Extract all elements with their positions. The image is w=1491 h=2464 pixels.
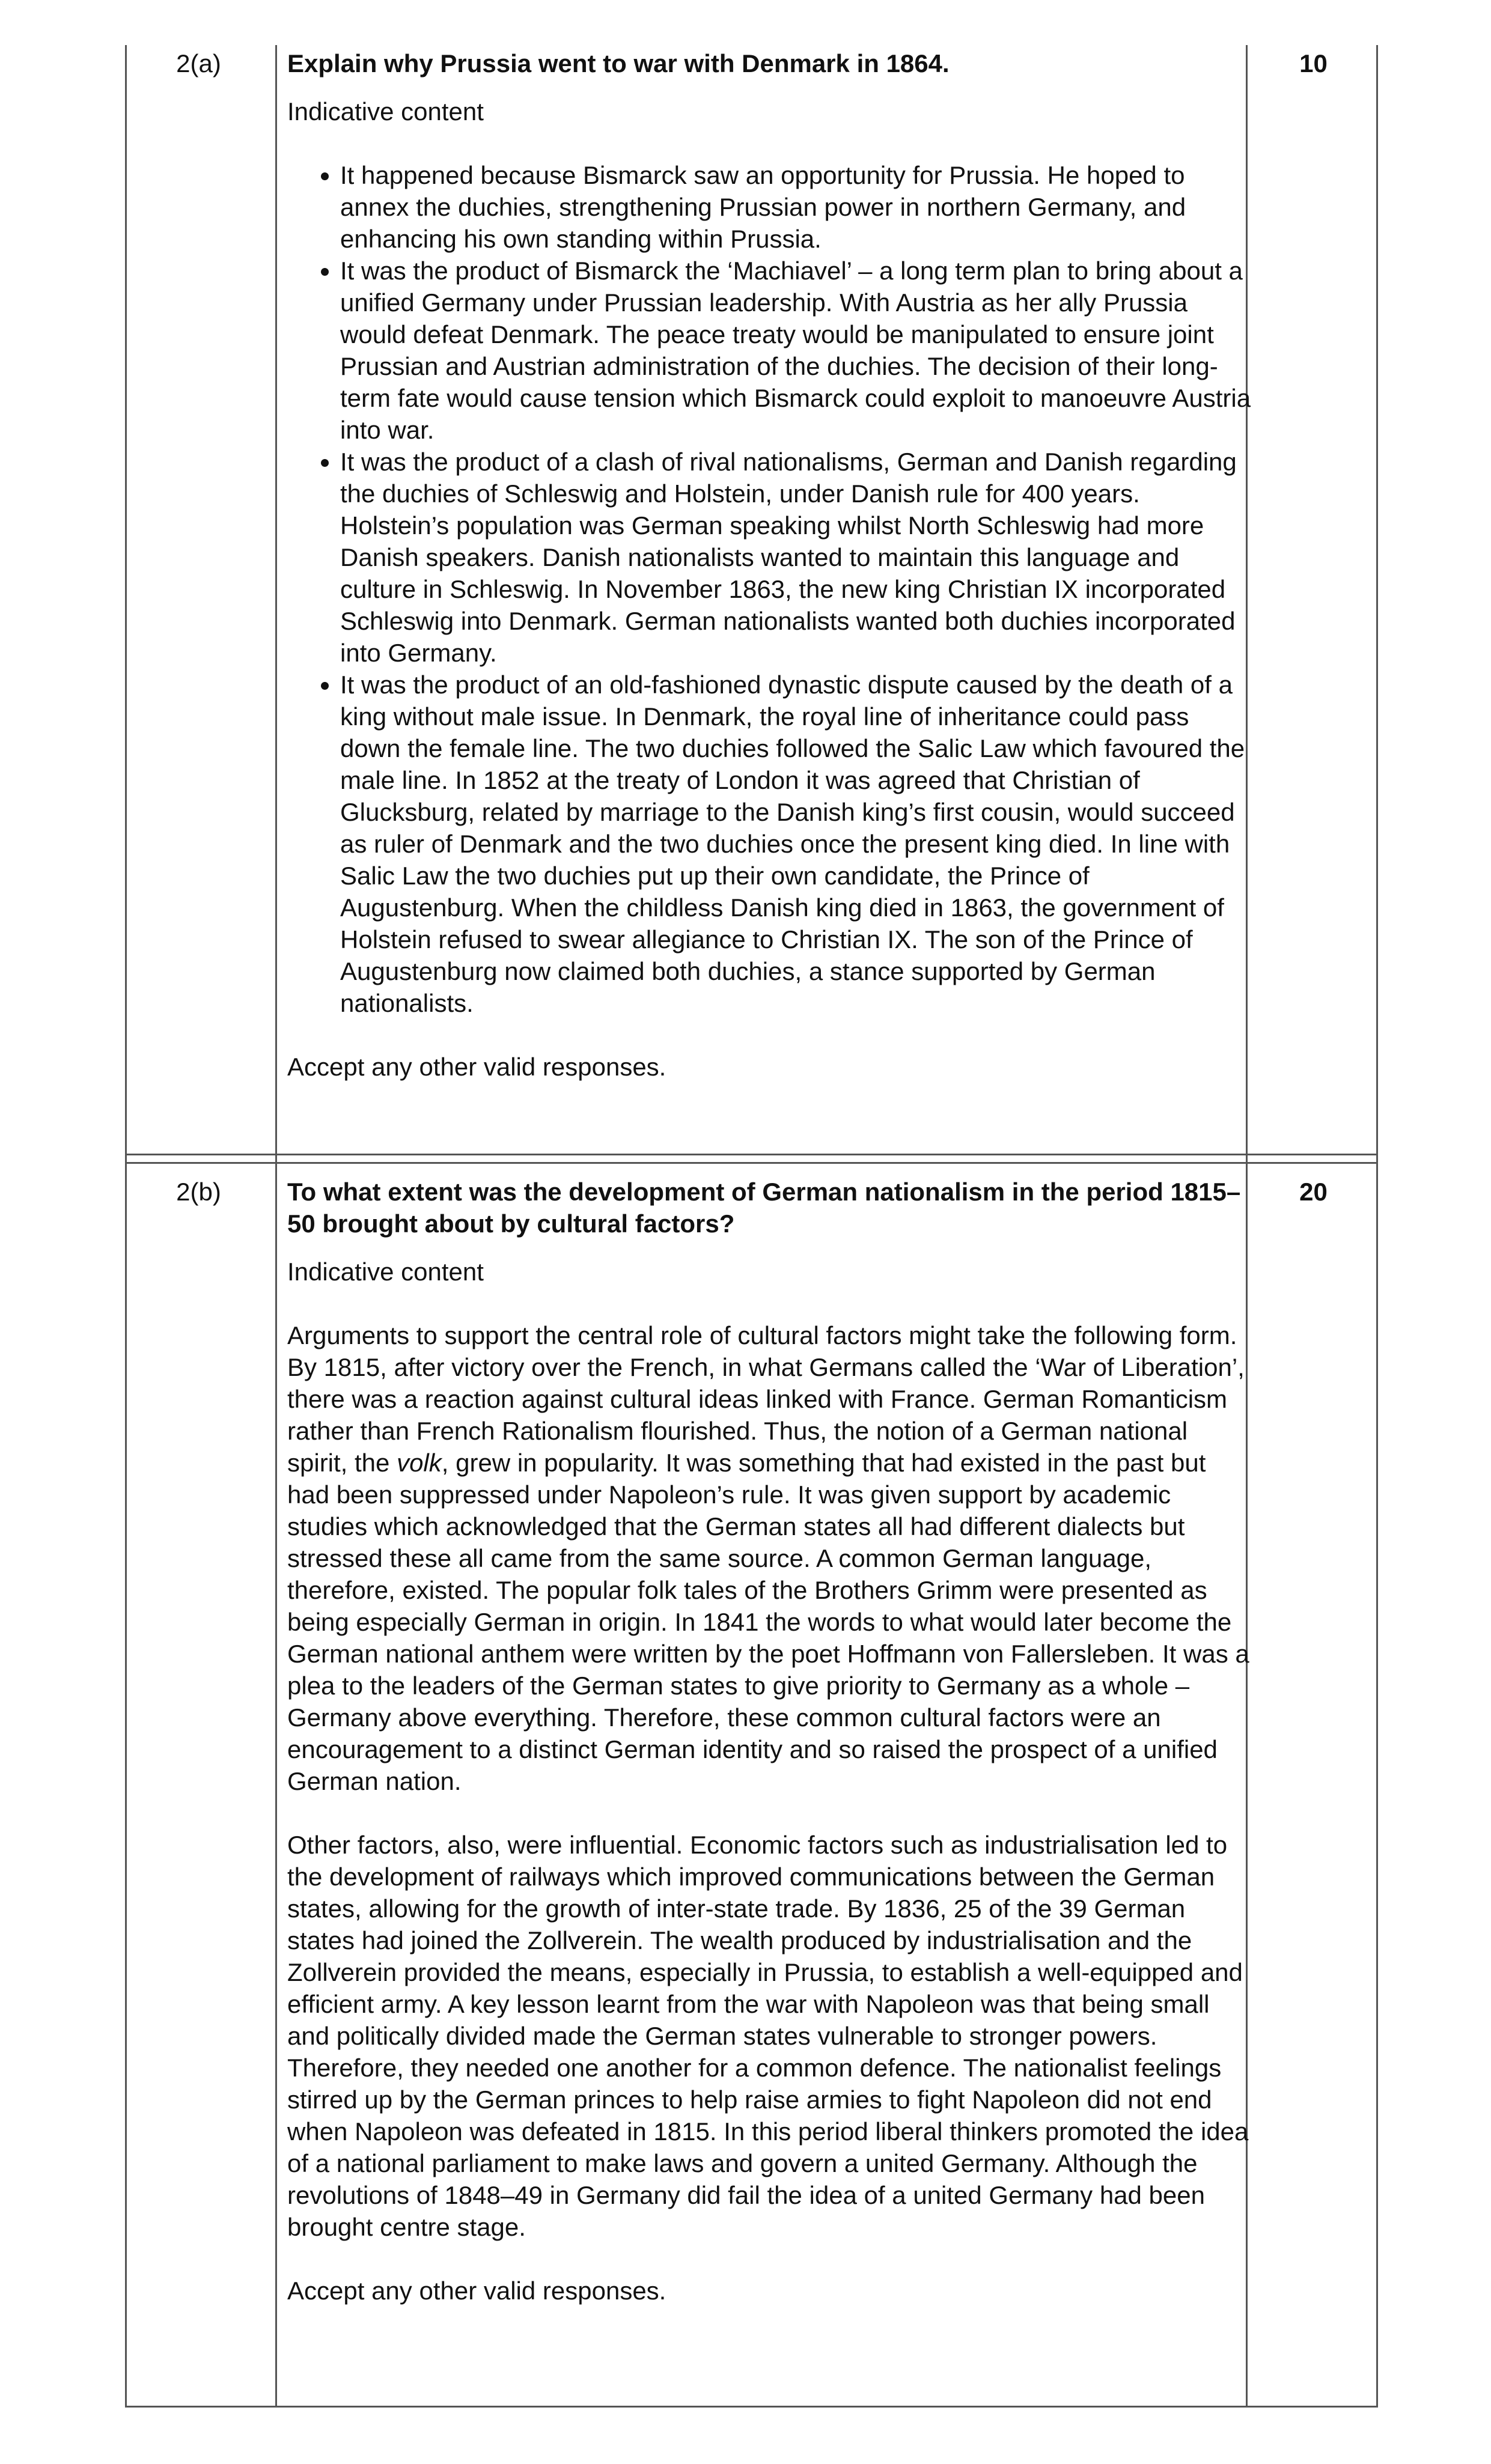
row-divider-top: [125, 1154, 1378, 1155]
table-border-left: [125, 45, 127, 2408]
paragraph-other-factors: Other factors, also, were influential. Economic factors such as industrialisation led to the development of railways which improved communications between the German states, allowing for the growth of inter-state trade. By 1836, 25 of the 39 German states had joined the Zollverein. The wealth produced by industrialisation and the Zollverein provided the means, especially in Prussia, to establish a well-equipped and efficient army. A key lesson learnt from the war with Napoleon was that being small and politically divided made the German states vulnerable to stronger powers. Therefore, they needed one another for a common defence. The nationalist feelings stirred up by the German princes to help raise armies to fight Napoleon did not end when Napoleon was defeated in 1815. In this period liberal thinkers promoted the idea of a national parliament to make laws and govern a united Germany. Although the revolutions of 1848–49 in Germany did fail the idea of a united Germany had been brought centre stage.: [287, 1831, 1249, 2241]
accept-note: Accept any other valid responses.: [287, 2277, 666, 2305]
accept-note: Accept any other valid responses.: [287, 1053, 666, 1081]
indicative-content-label: Indicative content: [287, 97, 484, 126]
question-number: 2(a): [176, 49, 221, 78]
mark-scheme-table: [125, 45, 1378, 2408]
table-border-right: [1376, 45, 1378, 2408]
paragraph-text: Arguments to support the central role of cultural factors might take the following form. By 1815, after victory over the French, in what Germans called the ‘War of Liberation’, there was a reaction against cultural ideas linked with France. German Romanticism rather than French Rationalism flourished. Thus, the notion of a German national spirit, the: [287, 1321, 1245, 1477]
list-item: • It was the product of an old-fashioned dynastic dispute caused by the death of a king without male issue. In Denmark, the royal line of inheritance could pass down the female line. The two duchies followed the Salic Law which favoured the male line. In 1852 at the treaty of London it was agreed that Christian of Glucksburg, related by marriage to the Danish king’s first cousin, would succeed as ruler of Denmark and the two duchies once the present king died. In line with Salic Law the two duchies put up their own candidate, the Prince of Augustenburg. When the childless Danish king died in 1863, the government of Holstein refused to swear allegiance to Christian IX. The son of the Prince of Augustenburg now claimed both duchies, a stance supported by German nationalists.: [340, 669, 1255, 1019]
marks-value: 10: [1299, 49, 1328, 78]
indicative-content-label: Indicative content: [287, 1258, 484, 1286]
list-item: • It was the product of Bismarck the ‘Machiavel’ – a long term plan to bring about a unified Germany under Prussian leadership. With Austria as her ally Prussia would defeat Denmark. The peace treaty would be manipulated to ensure joint Prussian and Austrian administration of the duchies. The decision of their long-term fate would cause tension which Bismarck could exploit to manoeuvre Austria into war.: [340, 255, 1255, 446]
column-divider-number: [275, 45, 277, 2408]
table-border-bottom: [125, 2406, 1378, 2408]
row-divider-bottom: [125, 1162, 1378, 1164]
answer-content: [287, 47, 1255, 1083]
paragraph-text: , grew in popularity. It was something that had existed in the past but had been suppressed under Napoleon’s rule. It was given support by academic studies which acknowledged that the German states all had different dialects but stressed these all came from the same source. A common German language, therefore, existed. The popular folk tales of the Brothers Grimm were presented as being especially German in origin. In 1841 the words to what would later become the German national anthem were written by the poet Hoffmann von Fallersleben. It was a plea to the leaders of the German states to give priority to Germany as a whole – Germany above everything. Therefore, these common cultural factors were an encouragement to a distinct German identity and so raised the prospect of a unified German nation.: [287, 1449, 1249, 1795]
bullet-list: [287, 159, 1255, 1019]
paragraph-cultural-factors: [287, 1319, 1255, 1797]
list-item: • It happened because Bismarck saw an opportunity for Prussia. He hoped to annex the duchies, strengthening Prussian power in northern Germany, and enhancing his own standing within Prussia.: [340, 159, 1255, 255]
list-item: • It was the product of a clash of rival nationalisms, German and Danish regarding the duchies of Schleswig and Holstein, under Danish rule for 400 years. Holstein’s population was German speaking whilst North Schleswig had more Danish speakers. Danish nationalists wanted to maintain this language and culture in Schleswig. In November 1863, the new king Christian IX incorporated Schleswig into Denmark. German nationalists wanted both duchies incorporated into Germany.: [340, 446, 1255, 669]
question-number: 2(b): [176, 1178, 221, 1206]
question-text: Explain why Prussia went to war with Denmark in 1864.: [287, 49, 950, 78]
italic-term: volk: [397, 1449, 442, 1477]
answer-content: [287, 1176, 1255, 2307]
question-text: To what extent was the development of German nationalism in the period 1815–50 brought about by cultural factors?: [287, 1178, 1241, 1238]
marks-value: 20: [1299, 1178, 1328, 1206]
